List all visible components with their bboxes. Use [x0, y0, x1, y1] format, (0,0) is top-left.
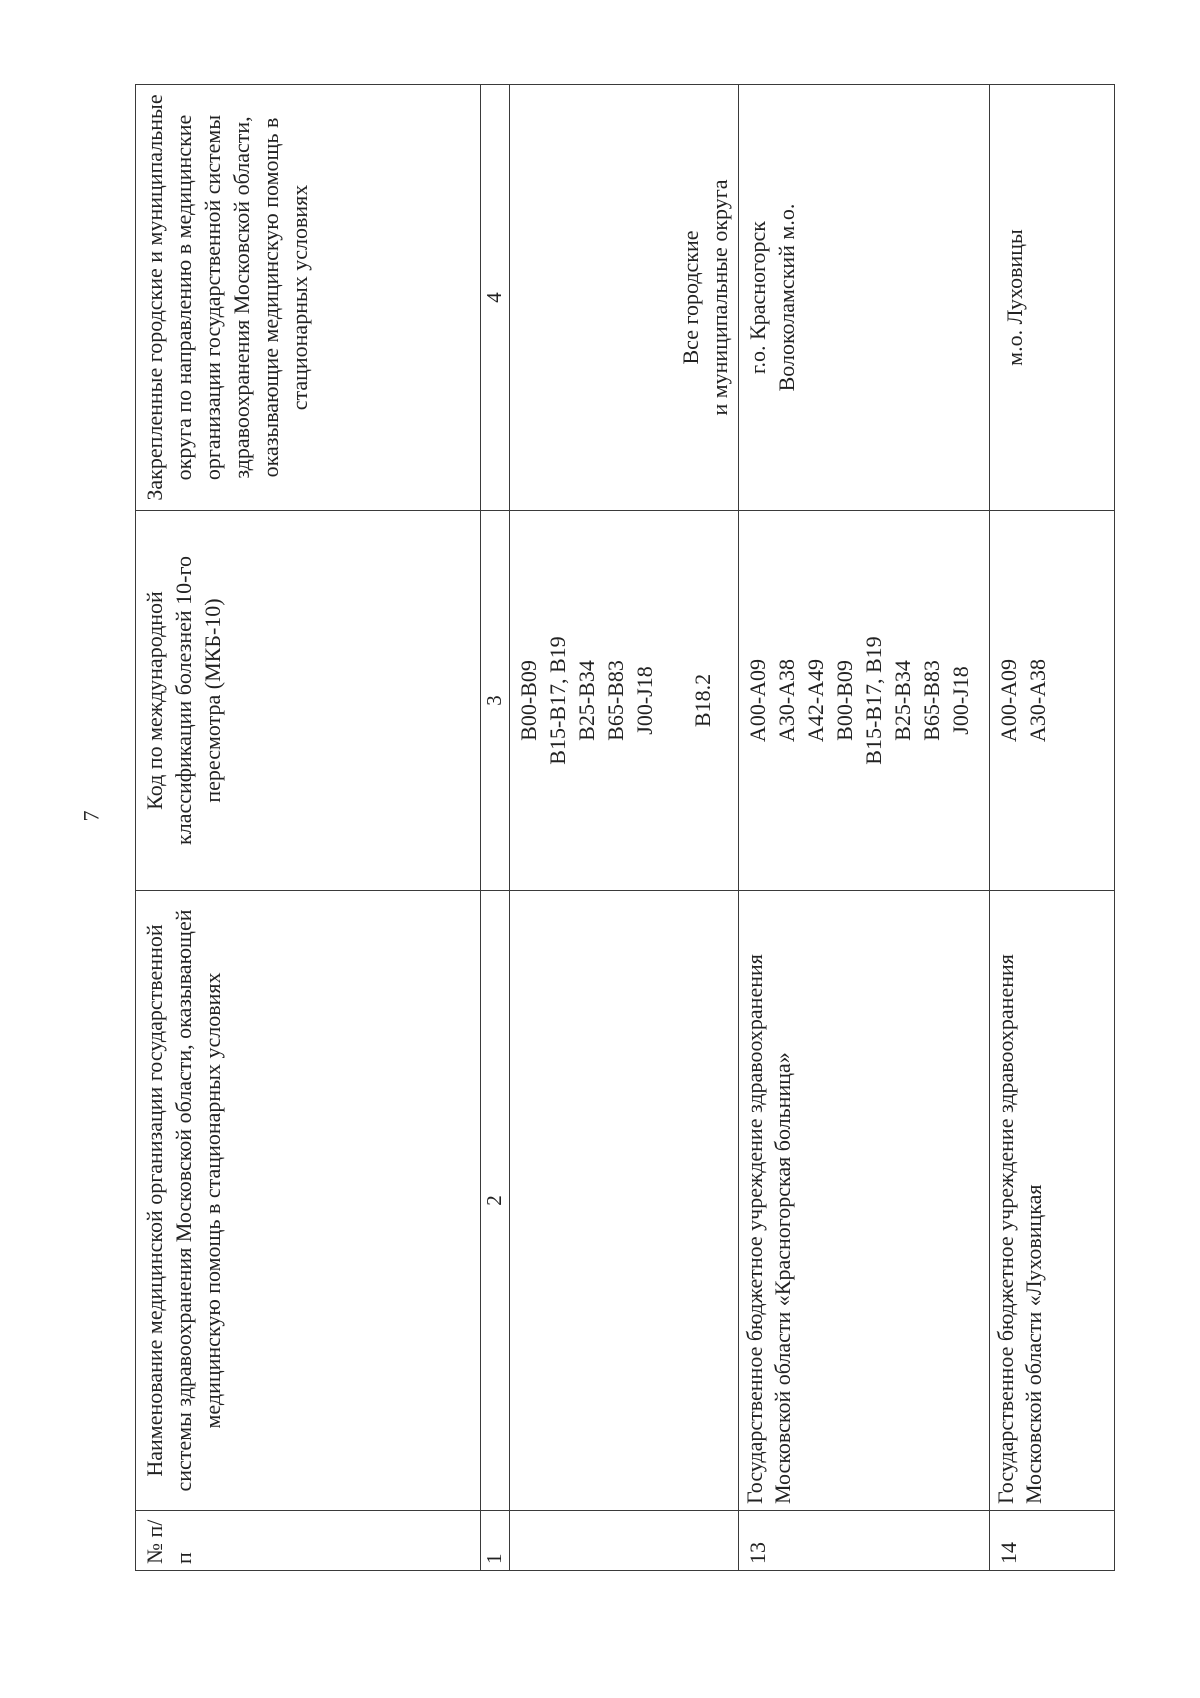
header-districts: Закрепленные городские и муниципальные округа по направлению в медицинские организации государственной системы здравоохранения Московской области, оказывающие медицинскую помощь в стационарных условиях	[136, 85, 481, 511]
column-number-1: 1	[481, 1511, 510, 1571]
table-row	[990, 85, 1115, 1571]
organization-cell	[510, 891, 739, 1511]
table-frame	[135, 85, 1103, 1571]
row-number-cell: 14	[990, 1511, 1115, 1571]
column-number-2: 2	[481, 891, 510, 1511]
icd-codes-group: B00-B09 B15-B17, B19 B25-B34 B65-B83 J00-J18	[516, 636, 657, 765]
districts-cell	[510, 85, 739, 511]
districts-cell: г.о. Красногорск Волоколамский м.о.	[739, 85, 990, 511]
icd-codes-cell: A00-A09 A30-A38	[990, 511, 1115, 891]
icd-codes-cell	[510, 511, 739, 891]
organization-cell: Государственное бюджетное учреждение здравоохранения Московской области «Луховицкая	[990, 891, 1115, 1511]
column-number-3: 3	[481, 511, 510, 891]
allocation-table	[135, 84, 1115, 1571]
table-header-row	[136, 85, 481, 1571]
districts-text: Все городские и муниципальные округа	[678, 179, 732, 416]
header-organization: Наименование медицинской организации государственной системы здравоохранения Московской области, оказывающей медицинскую помощь в стационарных условиях	[136, 891, 481, 1511]
column-number-4: 4	[481, 85, 510, 511]
rotated-table	[135, 85, 1103, 1571]
column-number-row	[481, 85, 510, 1571]
header-icd-codes: Код по международной классификации болезней 10-го пересмотра (МКБ-10)	[136, 511, 481, 891]
page-number: 7	[78, 810, 104, 822]
districts-cell: м.о. Луховицы	[990, 85, 1115, 511]
icd-code-b18-2: B18.2	[690, 673, 715, 728]
table-row	[510, 85, 739, 1571]
row-number-cell: 13	[739, 1511, 990, 1571]
organization-cell: Государственное бюджетное учреждение здравоохранения Московской области «Красногорская больница»	[739, 891, 990, 1511]
table-row	[739, 85, 990, 1571]
header-number: № п/п	[136, 1511, 481, 1571]
row-number-cell	[510, 1511, 739, 1571]
icd-codes-cell: A00-A09 A30-A38 A42-A49 B00-B09 B15-B17, B19 B25-B34 B65-B83 J00-J18	[739, 511, 990, 891]
